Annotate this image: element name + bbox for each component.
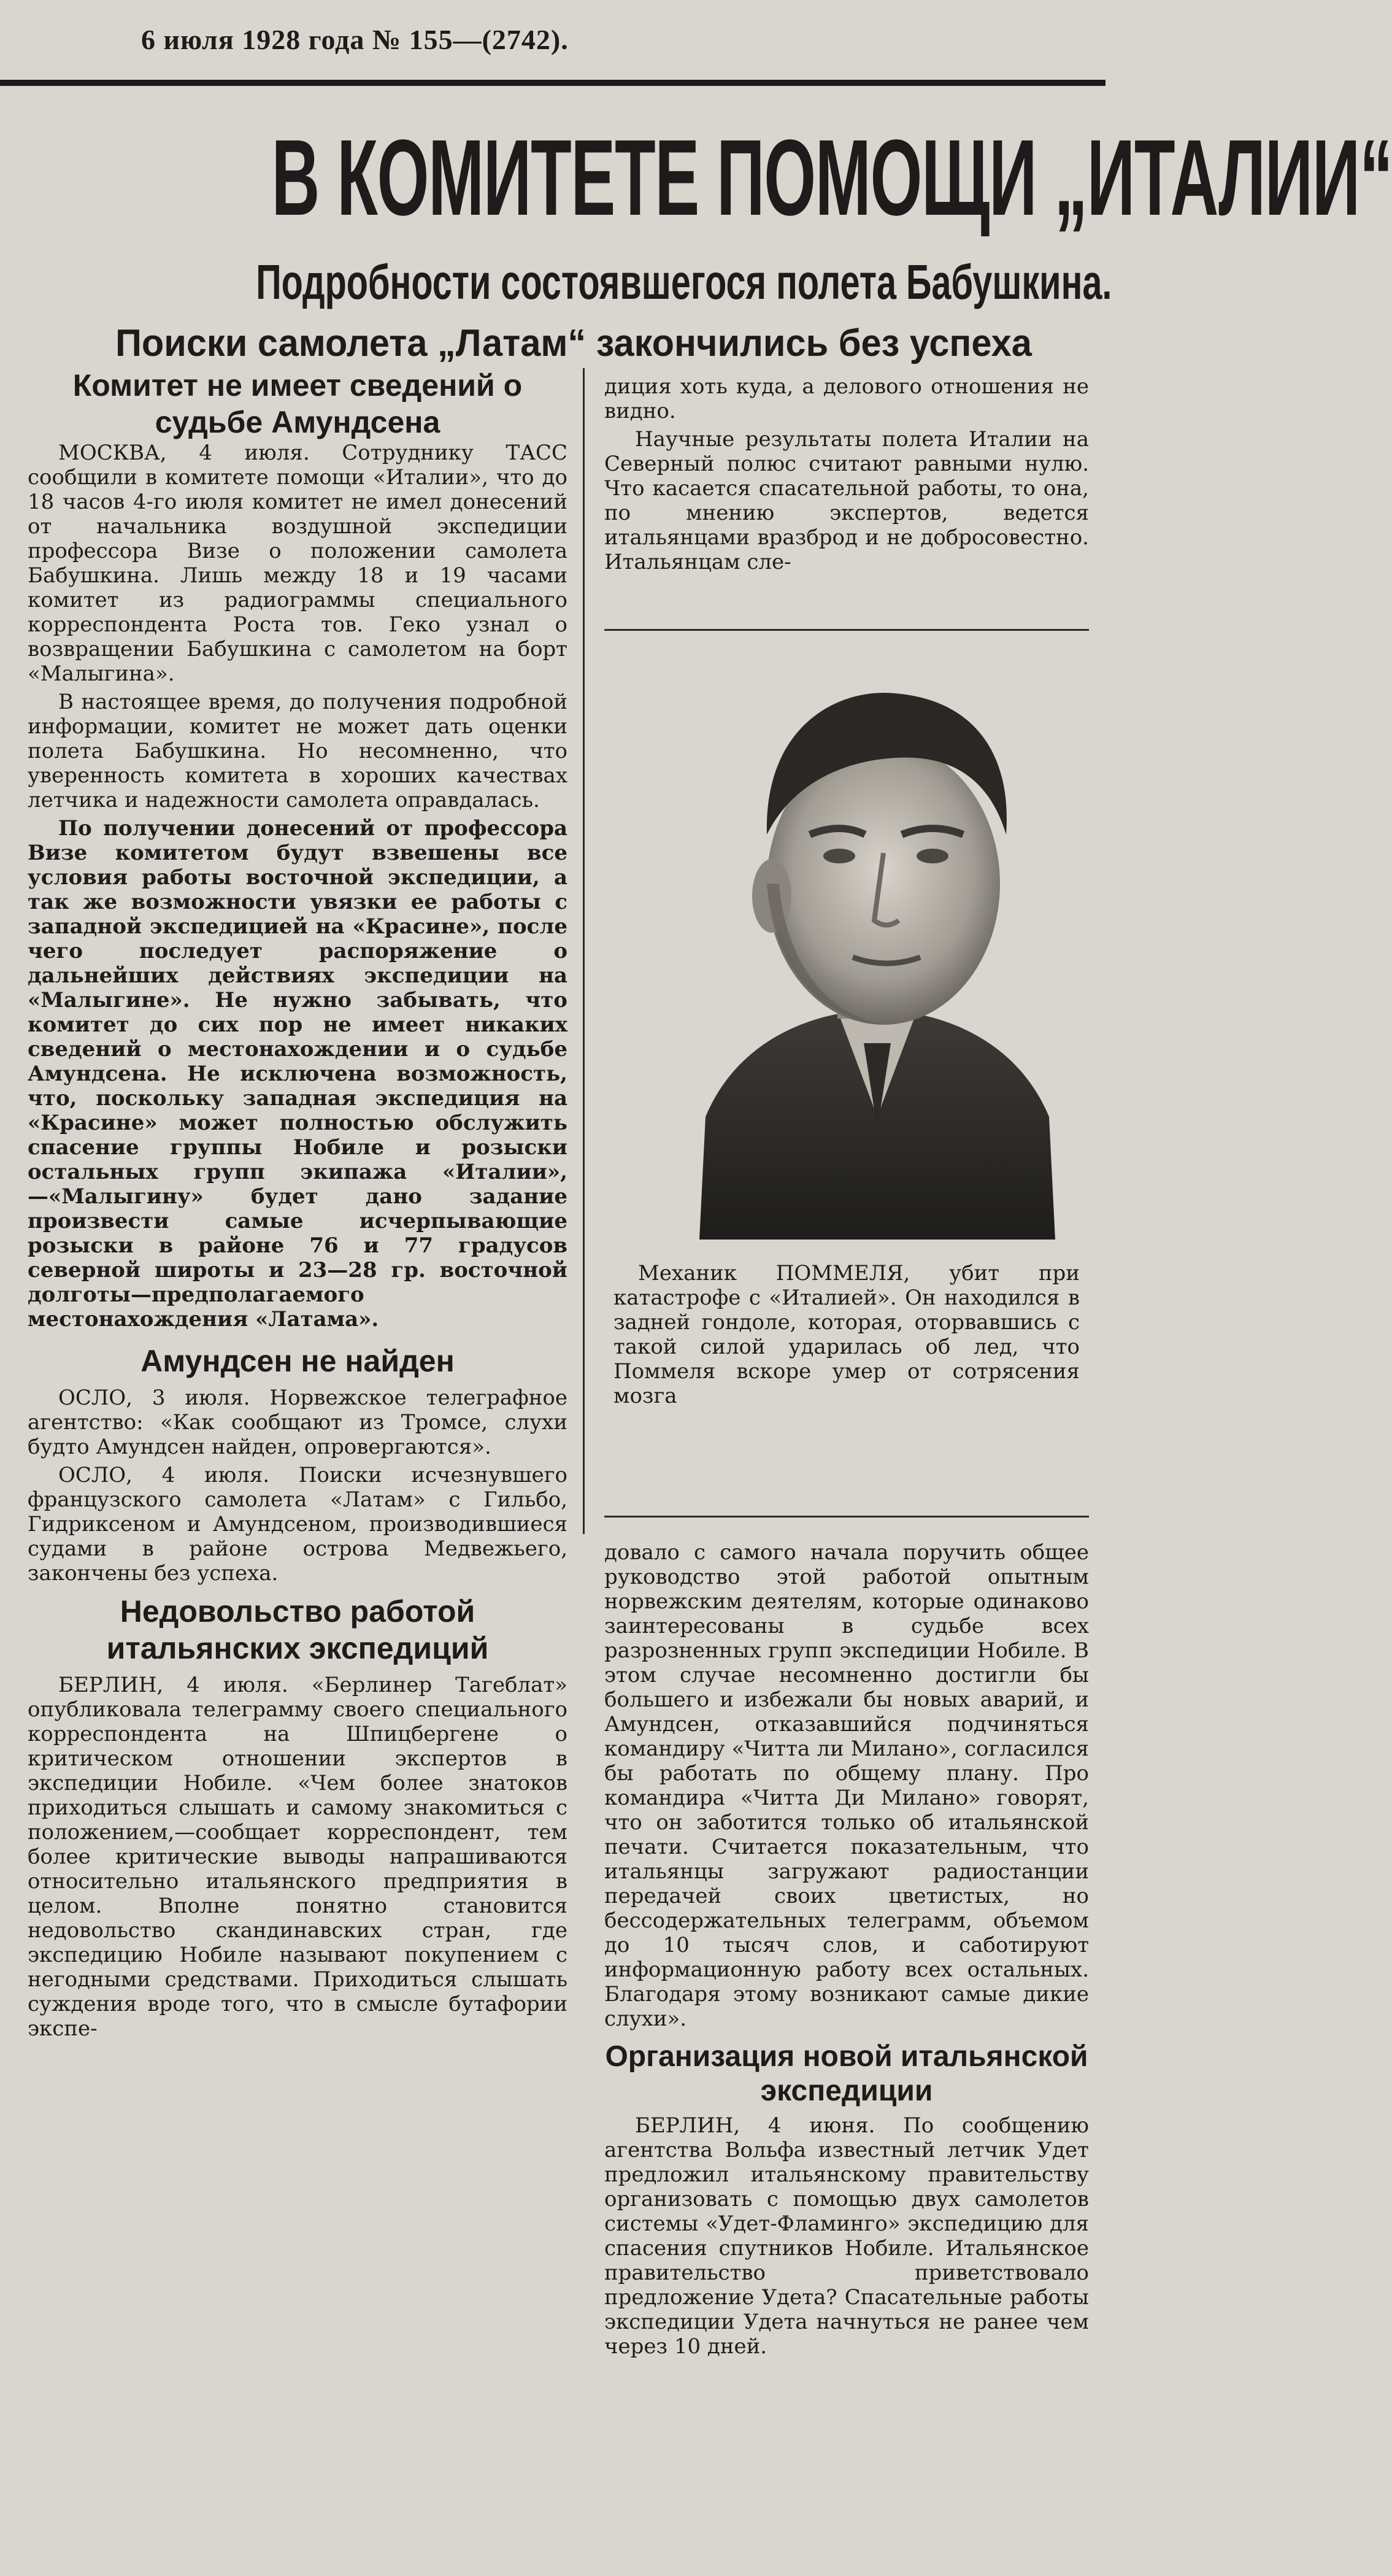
column-divider [583, 368, 585, 1534]
top-rule [0, 80, 1106, 86]
subheadline: Подробности состоявшегося полета Бабушкина. [256, 255, 1112, 309]
article-paragraph: В настоящее время, до получения подробной информации, комитет не может дать оценки полета Бабушкина. Но несомненно, что уверенность комитета в хороших качествах летчика и надежности самолета оправдалась. [28, 690, 567, 812]
article-continuation: диция хоть куда, а делового отношения не видно. [604, 374, 1089, 423]
article-headline-committee: Комитет не имеет сведений о судьбе Амундсена [72, 368, 523, 439]
article-paragraph: БЕРЛИН, 4 июня. По сообщению агентства Вольфа известный летчик Удет предложил итальянскому правительству организовать с помощью двух самолетов системы «Удет-Фламинго» экспедицию для спасения спутников Нобиле. Итальянское правительство приветствовало предложение Удета? Спасательные работы экспедиции Удета начнуться не ранее чем через 10 дней. [604, 2113, 1089, 2359]
caption-bottom-rule [604, 1516, 1089, 1517]
article-paragraph: БЕРЛИН, 4 июля. «Берлинер Тагеблат» опубликовала телеграмму своего специального корреспондента на Шпицбергене о критическом отношении экспертов в экспедиции Нобиле. «Чем более знатоков приходиться слышать и самому знакомиться с положением,—сообщает корреспондент, тем более критические выводы напрашиваются относительно итальянского предприятия в целом. Вполне понятно становится недовольство скандинавских стран, где экспедицию Нобиле называют покупением с негодными средствами. Приходиться слышать суждения вроде того, что в смысле бутафории экспе- [28, 1673, 567, 2041]
issue-dateline: 6 июля 1928 года № 155—(2742). [141, 24, 569, 55]
photo-top-rule [604, 629, 1089, 631]
article-paragraph: ОСЛО, 4 июля. Поиски исчезнувшего французского самолета «Латам» с Гильбо, Гидриксеном и Амундсеном, производившиеся судами в районе острова Медвежьего, закончены без успеха. [28, 1463, 567, 1586]
portrait-photo [699, 650, 1055, 1240]
article-paragraph: МОСКВА, 4 июля. Сотруднику ТАСС сообщили в комитете помощи «Италии», что до 18 часов 4-го июля комитет не имел донесений от начальника воздушной экспедиции профессора Визе о положении самолета Бабушкина. Лишь между 18 и 19 часами комитет из радиограммы специального корреспондента Роста тов. Геко узнал о возвращении Бабушкина с самолетом на борт «Малыгина». [28, 441, 567, 686]
article-paragraph: По получении донесений от профессора Визе комитетом будут взвешены все условия работы восточной экспедиции, а так же возможности увязки ее работы с западной экспедицией на «Красине», после чего последует распоряжение о дальнейших действиях экспедиции на «Малыгине». Не нужно забывать, что комитет до сих пор не имеет никаких сведений о местонахождении и о судьбе Амундсена. Не исключена возможность, что, поскольку западная экспедиция на «Красине» может полностью обслужить спасение группы Нобиле и розыски остальных групп экипажа «Италии», —«Малыгину» будет дано задание произвести самые исчерпывающие розыски в районе 76 и 77 градусов северной широты и 23—28 гр. восточной долготы—предполагаемого местонахождения «Латама». [28, 816, 567, 1332]
secondary-headline: Поиски самолета „Латам“ закончились без успеха [115, 322, 1032, 364]
main-headline: В КОМИТЕТЕ ПОМОЩИ „ИТАЛИИ“ [271, 118, 1392, 238]
article-paragraph: ОСЛО, 3 июля. Норвежское телеграфное агентство: «Как сообщают из Тромсе, слухи будто Амундсен найден, опровергаются». [28, 1386, 567, 1459]
article-headline-amundsen: Амундсен не найден [140, 1344, 455, 1378]
article-continuation: довало с самого начала поручить общее руководство этой работой опытным норвежским деятелям, которые одинаково заинтересованы в судьбе всех разрозненных групп экспедиции Нобиле. В этом случае несомненно достигли бы большего и избежали бы новых аварий, и Амундсен, отказавшийся подчиняться командиру «Читта ли Милано», согласился бы работать по общему плану. Про командира «Читта Ди Милано» говорят, что он заботится только об итальянской печати. Считается показательным, что итальянцы загружают радиостанции передачей своих цветистых, но бессодержательных телеграмм, объемом до 10 тысяч слов, и саботируют информационную работу всех остальных. Благодаря этому возникают самые дикие слухи». [604, 1540, 1089, 2031]
article-headline-discontent: Недовольство работой итальянских экспедиций [106, 1594, 489, 1665]
right-column-top [604, 374, 1089, 578]
article-headline-new-expedition: Организация новой итальянской экспедиции [605, 2040, 1088, 2107]
left-column [28, 367, 567, 2045]
right-column-bottom [604, 1540, 1089, 2362]
article-paragraph: Научные результаты полета Италии на Северный полюс считают равными нулю. Что касается спасательной работы, то она, по мнению экспертов, ведется итальянцами вразброд и не добросовестно. Итальянцам сле- [604, 427, 1089, 574]
photo-caption: Механик ПОММЕЛЯ, убит при катастрофе с «Италией». Он находился в задней гондоле, которая, оторвавшись с такой силой ударилась об лед, что Поммеля вскоре умер от сотрясения мозга [613, 1261, 1080, 1408]
